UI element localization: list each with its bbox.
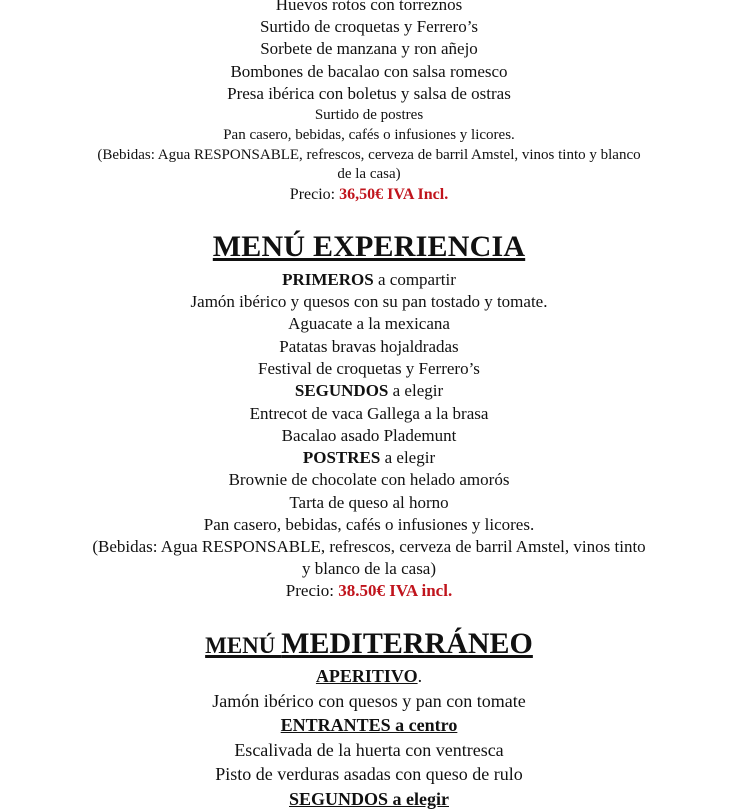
- menu-item: Surtido de croquetas y Ferrero’s: [259, 17, 479, 36]
- menu-title: [0, 627, 738, 661]
- drinks-note: (Bebidas: Agua RESPONSABLE, refrescos, cerveza de barril Amstel, vinos tinto: [92, 537, 646, 556]
- section-heading: [0, 666, 738, 687]
- drinks-note: y blanco de la casa): [301, 559, 437, 578]
- section-heading-suffix: a elegir: [380, 448, 436, 467]
- menu-title-main: MEDITERRÁNEO: [281, 627, 533, 660]
- price-value: 38.50€ IVA incl.: [338, 581, 453, 600]
- menu-item: Entrecot de vaca Gallega a la brasa: [249, 404, 489, 423]
- drinks-note: de la casa): [337, 166, 401, 182]
- section-heading: ENTRANTES a centro: [280, 715, 458, 735]
- section-heading-label: POSTRES: [302, 448, 381, 467]
- section-heading-suffix: a elegir: [388, 381, 444, 400]
- menu-item: Patatas bravas hojaldradas: [279, 337, 459, 356]
- menu-item: Bombones de bacalao con salsa romesco: [230, 62, 508, 81]
- drinks-note: (Bebidas: Agua RESPONSABLE, refrescos, cerveza de barril Amstel, vinos tinto y blanco: [97, 147, 641, 163]
- menu-item: Sorbete de manzana y ron añejo: [260, 39, 478, 58]
- menu-title-prefix: MENÚ: [205, 633, 282, 658]
- menu-item: Huevos rotos con torreznos: [275, 0, 463, 14]
- section-heading-label: PRIMEROS: [282, 270, 374, 289]
- price-label: Precio:: [289, 186, 340, 203]
- menu-item: Jamón ibérico y quesos con su pan tostado y tomate.: [190, 292, 548, 311]
- menu-item: Bacalao asado Plademunt: [281, 426, 457, 445]
- price-line: [0, 581, 738, 601]
- price-value: 36,50€ IVA Incl.: [339, 186, 449, 203]
- section-heading-suffix: .: [417, 666, 423, 686]
- menu-item: Pan casero, bebidas, cafés o infusiones y licores.: [223, 127, 515, 143]
- section-heading-label: SEGUNDOS: [294, 381, 389, 400]
- menu-item: Aguacate a la mexicana: [288, 314, 450, 333]
- section-heading: [0, 448, 738, 468]
- price-label: Precio:: [285, 581, 339, 600]
- menu-title: MENÚ EXPERIENCIA: [212, 230, 526, 263]
- menu-item: Tarta de queso al horno: [289, 493, 449, 512]
- menu-item: Escalivada de la huerta con ventresca: [234, 740, 504, 760]
- section-heading-suffix: a compartir: [373, 270, 456, 289]
- section-heading: [0, 270, 738, 290]
- menu-item: Pan casero, bebidas, cafés o infusiones y licores.: [203, 515, 535, 534]
- section-heading: [0, 381, 738, 401]
- menu-item: Brownie de chocolate con helado amorós: [228, 470, 510, 489]
- price-line: [0, 186, 738, 204]
- menu-item: Jamón ibérico con quesos y pan con tomate: [212, 691, 526, 711]
- section-heading: SEGUNDOS a elegir: [289, 789, 449, 809]
- section-heading-label: APERITIVO: [315, 666, 418, 686]
- menu-item: Surtido de postres: [314, 107, 424, 123]
- menu-item: Presa ibérica con boletus y salsa de ostras: [227, 84, 511, 103]
- menu-item: Pisto de verduras asadas con queso de rulo: [215, 764, 523, 784]
- menu-item: Festival de croquetas y Ferrero’s: [258, 359, 480, 378]
